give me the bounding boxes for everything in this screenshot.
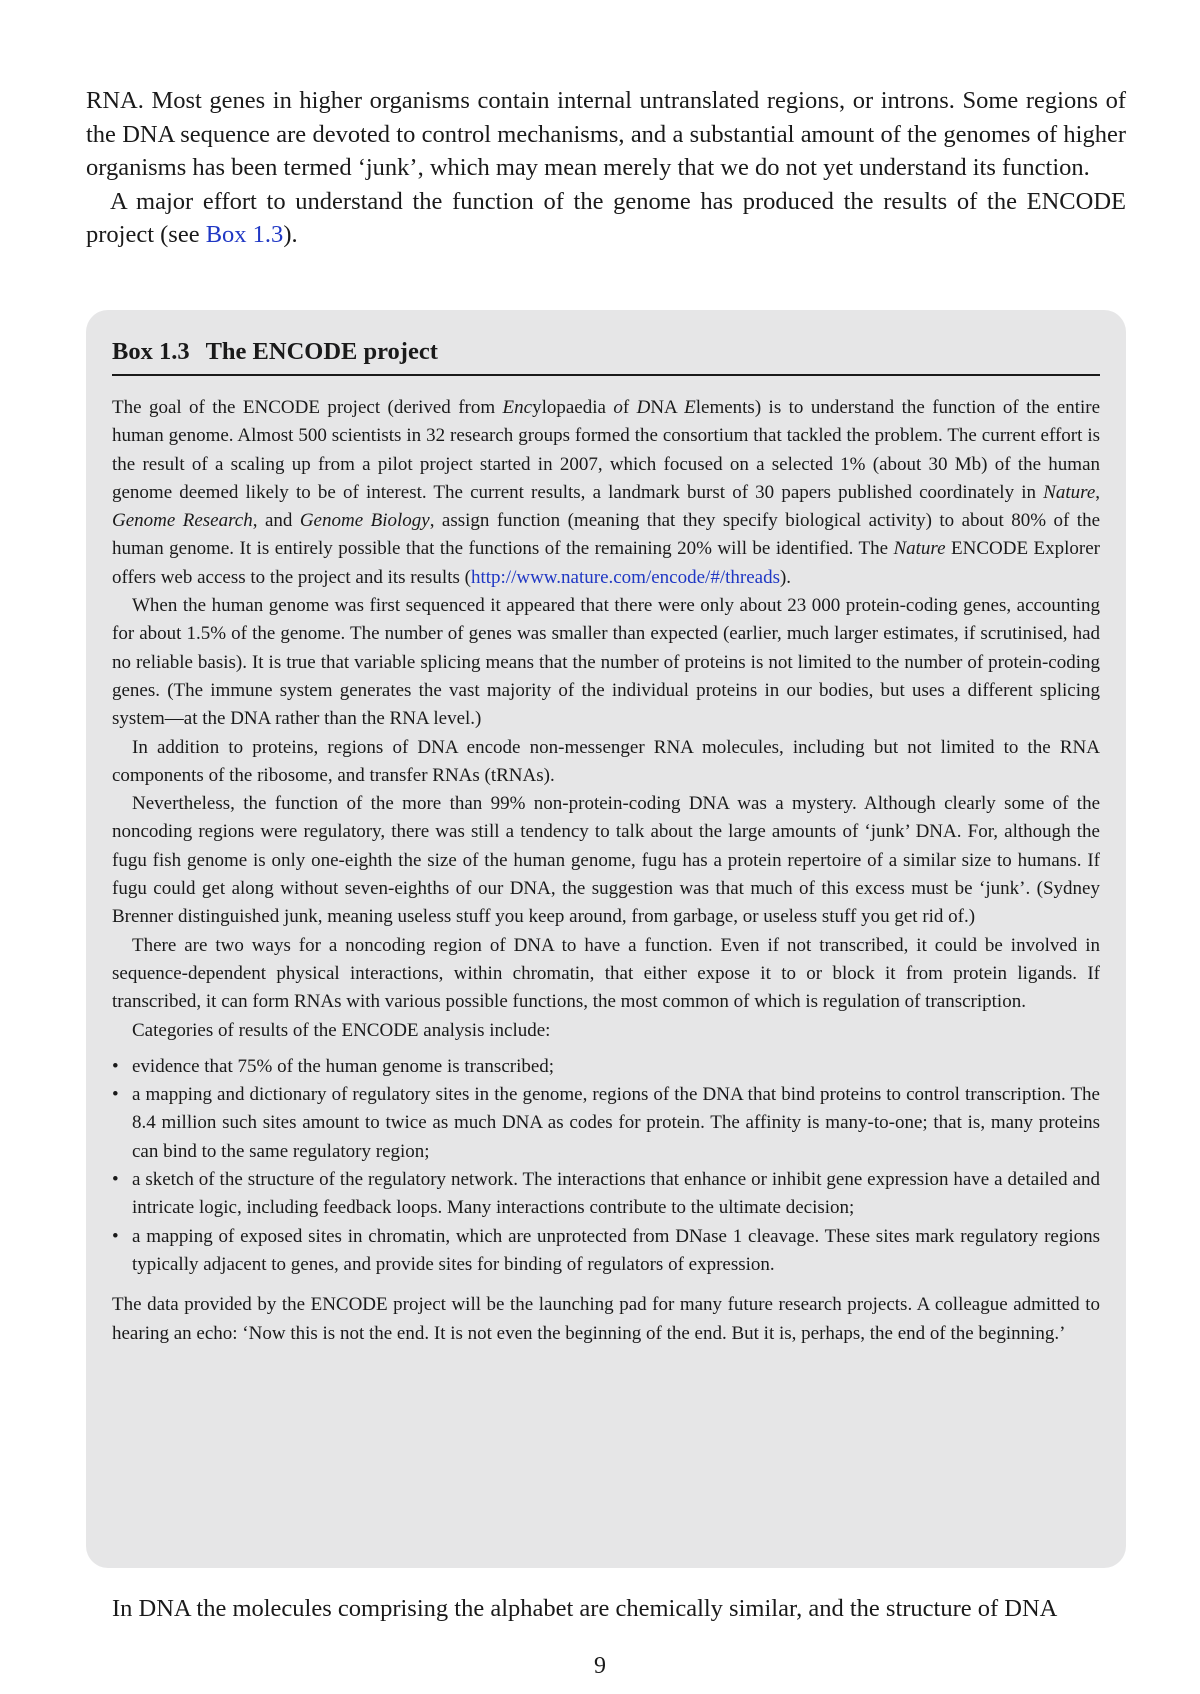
- box-reference-link[interactable]: Box 1.3: [205, 221, 284, 249]
- journal-nature-2: Nature: [893, 538, 946, 560]
- box-p1-seg-c: f: [622, 397, 637, 418]
- box-p1-o: o: [613, 397, 623, 418]
- list-item-text: a mapping of exposed sites in chromatin, which are unprotected from DNase 1 cleavage. These sites mark regulatory regions typically adjacent to genes, and provide sites for binding of regulators of expression.: [132, 1225, 1100, 1275]
- list-item: [112, 1081, 1100, 1166]
- box-number: Box 1.3: [112, 338, 190, 365]
- bullet-icon: •: [112, 1169, 119, 1191]
- box-p1-seg-j: ENCODE Explorer offers web access to the project and its results (: [112, 538, 1100, 588]
- box-p1-E: E: [684, 397, 696, 418]
- bullet-icon: •: [112, 1225, 119, 1247]
- box-p1-enc: Enc: [502, 397, 533, 418]
- box-heading: [112, 336, 1100, 376]
- intro-paragraph-2-end: ).: [283, 221, 298, 249]
- box-p1-seg-a: The goal of the ENCODE project (derived from: [112, 397, 503, 418]
- box-p1-seg-i: , assign function (meaning that they specify biological activity) to about 80% of the human genome. It is entirely possible that the functions of the remaining 20% will be identified. The: [112, 510, 1101, 560]
- page-number: 9: [594, 1653, 606, 1679]
- box-paragraph-5: There are two ways for a noncoding region of DNA to have a function. Even if not transcribed, it could be involved in sequence-dependent physical interactions, within chromatin, that either expose it to or block it from protein ligands. If transcribed, it can form RNAs with various possible functions, the most common of which is regulation of transcription.: [112, 934, 1100, 1013]
- box-paragraph-1: [112, 394, 1100, 592]
- list-item: [112, 1053, 1100, 1081]
- box-p1-seg-f: lements) is to understand the function of the entire human genome. Almost 500 scientists in 32 research groups formed the consortium that tackled the problem. The current effort is the result of a scaling up from a pilot project started in 2007, which focused on a selected 1% (about 30 Mb) of the human genome deemed likely to be of interest. The current results, a landmark burst of 30 papers published coordinately in: [112, 397, 1101, 503]
- box-paragraph-4: Nevertheless, the function of the more than 99% non-protein-coding DNA was a mystery. Although clearly some of the noncoding regions were regulatory, there was still a tendency to talk about the large amounts of ‘junk’ DNA. For, although the fugu fish genome is only one-eighth the size of the human genome, fugu has a protein repertoire of a similar size to humans. If fugu could get along without seven-eighths of our DNA, the suggestion was that much of this excess must be ‘junk’. (Sydney Brenner distinguished junk, meaning useless stuff you keep around, from garbage, or useless stuff you get rid of.): [112, 793, 1100, 928]
- encode-explorer-link[interactable]: http://www.nature.com/encode/#/threads: [470, 566, 780, 588]
- box-p1-seg-e: NA: [650, 397, 685, 418]
- box-p1-seg-g: ,: [1095, 481, 1100, 503]
- box-paragraph-6: Categories of results of the ENCODE analysis include:: [132, 1019, 551, 1041]
- list-item-text: a sketch of the structure of the regulatory network. The interactions that enhance or inhibit gene expression have a detailed and intricate logic, including feedback loops. Many interactions contribute to the ultimate decision;: [132, 1169, 1100, 1219]
- results-list: [112, 1053, 1100, 1279]
- intro-paragraph-1: RNA. Most genes in higher organisms contain internal untranslated regions, or introns. Some regions of the DNA sequence are devoted to control mechanisms, and a substantial amount of the genomes of higher organisms has been termed ‘junk’, which may mean merely that we do not yet understand its function.: [86, 87, 1126, 182]
- list-item: [112, 1223, 1100, 1280]
- encode-box: [86, 310, 1126, 1568]
- box-closing-paragraph: The data provided by the ENCODE project will be the launching pad for many future research projects. A colleague admitted to hearing an echo: ‘Now this is not the end. It is not even the beginning of the end. But it is, perhaps, the end of the beginning.’: [112, 1294, 1100, 1344]
- box-title: The ENCODE project: [205, 338, 438, 365]
- box-p1-seg-h: , and: [252, 510, 300, 532]
- bullet-icon: •: [112, 1055, 119, 1077]
- list-item: [112, 1166, 1100, 1223]
- journal-genome-research: Genome Research: [112, 510, 253, 532]
- box-p1-seg-b: ylopaedia: [532, 397, 614, 418]
- box-p1-seg-k: ).: [779, 566, 792, 588]
- intro-paragraph-2: [86, 185, 1126, 252]
- journal-nature: Nature: [1043, 481, 1096, 503]
- box-body: [112, 394, 1100, 1348]
- bullet-icon: •: [112, 1084, 119, 1106]
- intro-paragraph-2-text: A major effort to understand the function of the genome has produced the results of the ENCODE project (see: [86, 187, 1126, 249]
- intro-text: [86, 84, 1126, 252]
- continuation-paragraph: In DNA the molecules comprising the alphabet are chemically similar, and the structure of DNA: [112, 1595, 1058, 1622]
- box-paragraph-3: In addition to proteins, regions of DNA encode non-messenger RNA molecules, including but not limited to the RNA components of the ribosome, and transfer RNAs (tRNAs).: [112, 736, 1100, 786]
- list-item-text: a mapping and dictionary of regulatory sites in the genome, regions of the DNA that bind proteins to control transcription. The 8.4 million such sites amount to twice as much DNA as codes for protein. The affinity is many-to-one; that is, many proteins can bind to the same regulatory region;: [132, 1084, 1100, 1162]
- box-p1-d: D: [636, 397, 651, 418]
- list-item-text: evidence that 75% of the human genome is transcribed;: [132, 1055, 555, 1077]
- journal-genome-biology: Genome Biology: [299, 510, 430, 532]
- box-paragraph-2: When the human genome was first sequenced it appeared that there were only about 23 000 protein-coding genes, accounting for about 1.5% of the genome. The number of genes was smaller than expected (earlier, much larger estimates, if scrutinised, had no reliable basis). It is true that variable splicing means that the number of proteins is not limited to the number of protein-coding genes. (The immune system generates the vast majority of the individual proteins in our bodies, but uses a different splicing system—at the DNA rather than the RNA level.): [112, 595, 1100, 730]
